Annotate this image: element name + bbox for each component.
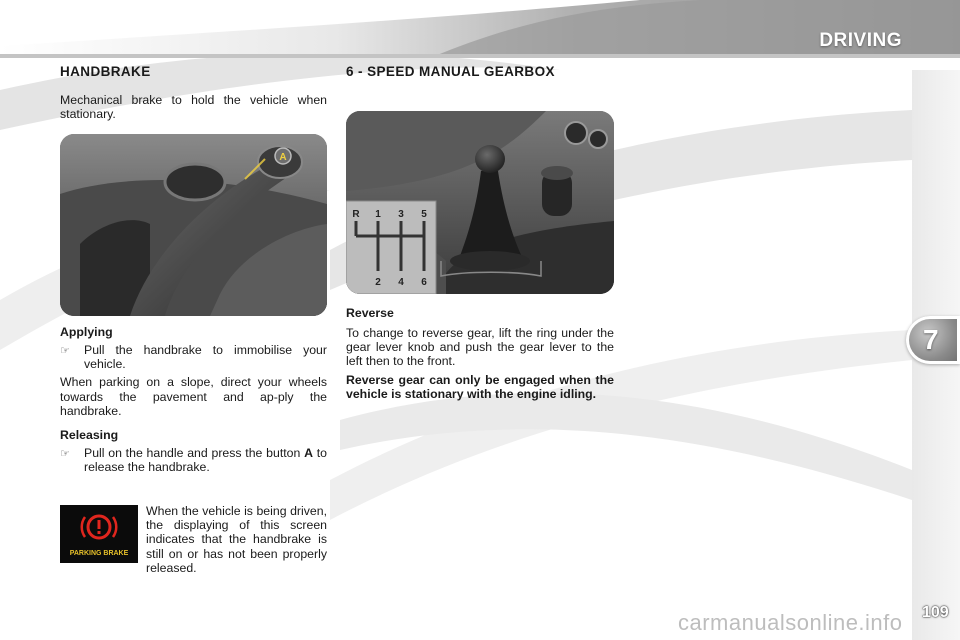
gearbox-column [346,64,614,79]
hand-pointer-icon: ☞ [60,345,70,357]
gear-label-3: 3 [398,209,404,220]
gearbox-heading: 6 - SPEED MANUAL GEARBOX [346,64,555,79]
handbrake-photo [60,134,327,316]
gear-label-4: 4 [398,277,404,288]
releasing-bullet-text [84,446,327,474]
gear-label-5: 5 [421,209,427,220]
releasing-bullet [60,446,327,474]
gear-label-2: 2 [375,277,381,288]
reverse-instructions: To change to reverse gear, lift the ring under the gear lever knob and push the gear lever to the left then to the front. [346,326,614,369]
gearbox-illustration [346,111,614,294]
gear-label-r: R [352,209,360,220]
parking-brake-warning-lamp [60,505,138,563]
watermark-text: carmanualsonline.info [678,610,903,635]
button-a-label: A [279,152,287,163]
applying-bullet-text: Pull the handbrake to immobilise your vehicle. [84,343,327,372]
handbrake-heading: HANDBRAKE [60,64,151,79]
gear-label-6: 6 [421,277,427,288]
reverse-title: Reverse [346,306,394,320]
page-number: 109 [922,604,949,621]
handbrake-column [60,64,327,121]
handbrake-illustration [60,134,327,316]
parking-brake-label: PARKING BRAKE [69,550,129,557]
applying-section [60,325,327,418]
chapter-tab[interactable] [906,316,960,364]
gear-label-1: 1 [375,209,381,220]
chapter-number: 7 [923,324,939,355]
releasing-text-before: Pull on the handle and press the button [84,446,305,460]
releasing-text-after: to release the handbrake. [84,446,327,475]
handbrake-intro: Mechanical brake to hold the vehicle when stationary. [60,93,327,122]
gearbox-photo [346,111,614,294]
releasing-button-ref: A [304,446,313,460]
hand-pointer-icon: ☞ [60,448,70,460]
section-title: DRIVING [819,30,902,51]
applying-title: Applying [60,325,113,339]
releasing-title: Releasing [60,428,119,442]
slope-parking-note: When parking on a slope, direct your wheels towards the pavement and ap-ply the handbrake. [60,375,327,418]
applying-bullet [60,343,327,371]
releasing-section [60,428,327,474]
brake-warning-icon [60,505,138,563]
warning-description: When the vehicle is being driven, the displaying of this screen indicates that the handbrake is still on or has not been properly released. [146,504,327,575]
reverse-warning: Reverse gear can only be engaged when the vehicle is stationary with the engine idling. [346,372,614,401]
reverse-section [346,306,614,401]
header-band [0,0,960,58]
